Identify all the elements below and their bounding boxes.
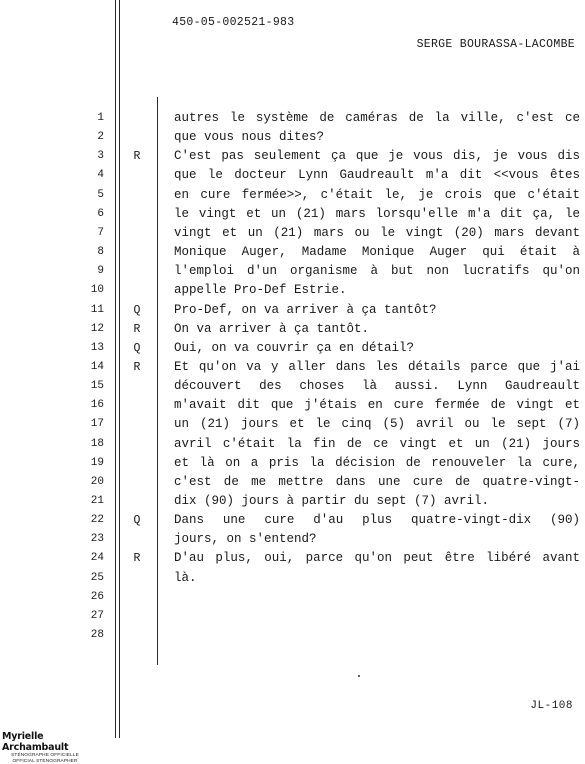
- line-number: 14: [80, 361, 104, 373]
- margin-rule-outer-left: [115, 0, 116, 738]
- line-number: 17: [80, 418, 104, 430]
- line-number: 10: [80, 284, 104, 296]
- speaker-marker: R: [130, 361, 144, 374]
- line-number: 24: [80, 552, 104, 564]
- speaker-marker: R: [130, 323, 144, 336]
- transcript-line: vingt et un (21) mars ou le vingt (20) mars devant: [174, 224, 580, 242]
- transcript-line: jours, on s'entend?: [174, 530, 580, 548]
- line-number: 4: [80, 169, 104, 181]
- margin-rule-outer-right: [119, 0, 120, 738]
- transcript-line: en cure fermée>>, c'était le, je crois que c'était: [174, 186, 580, 204]
- line-number: 15: [80, 380, 104, 392]
- transcript-line: un (21) jours et le cinq (5) avril ou le sept (7): [174, 415, 580, 433]
- line-number: 27: [80, 610, 104, 622]
- transcript-line: l'emploi d'un organisme à but non lucratifs qu'on: [174, 262, 580, 280]
- transcript-line: D'au plus, oui, parce qu'on peut être libéré avant: [174, 549, 580, 567]
- speaker-marker: Q: [130, 304, 144, 317]
- transcript-line: On va arriver à ça tantôt.: [174, 320, 580, 338]
- line-number: 18: [80, 438, 104, 450]
- transcript-line: que vous nous dites?: [174, 128, 580, 146]
- transcript-line: Pro-Def, on va arriver à ça tantôt?: [174, 301, 580, 319]
- transcript-line: autres le système de caméras de la ville, c'est ce: [174, 109, 580, 127]
- stenographer-stamp: [2, 731, 88, 764]
- line-number: 25: [80, 572, 104, 584]
- margin-rule-marker: [157, 97, 158, 665]
- line-number: 20: [80, 476, 104, 488]
- line-number: 8: [80, 246, 104, 258]
- speaker-marker: R: [130, 150, 144, 163]
- page-code: JL-108: [530, 700, 573, 712]
- line-number: 13: [80, 342, 104, 354]
- transcript-line: là.: [174, 569, 580, 587]
- line-number: 9: [80, 265, 104, 277]
- speaker-marker: Q: [130, 514, 144, 527]
- transcript-line: Oui, on va couvrir ça en détail?: [174, 339, 580, 357]
- line-number: 12: [80, 323, 104, 335]
- line-number: 23: [80, 533, 104, 545]
- transcript-line: appelle Pro-Def Estrie.: [174, 281, 580, 299]
- speck: [358, 675, 360, 677]
- stamp-line-2: OFFICIAL STENOGRAPHER: [2, 759, 88, 764]
- line-number: 28: [80, 629, 104, 641]
- line-number: 1: [80, 112, 104, 124]
- transcript-line: et là on a pris la décision de renouveler la cure,: [174, 454, 580, 472]
- transcript-line: Et qu'on va y aller dans les détails parce que j'ai: [174, 358, 580, 376]
- line-number: 11: [80, 304, 104, 316]
- line-number: 16: [80, 399, 104, 411]
- transcript-line: le vingt et un (21) mars lorsqu'elle m'a dit ça, le: [174, 205, 580, 223]
- line-number: 7: [80, 227, 104, 239]
- transcript-line: C'est pas seulement ça que je vous dis, je vous dis: [174, 147, 580, 165]
- transcript-line: Dans une cure d'au plus quatre-vingt-dix (90): [174, 511, 580, 529]
- transcript-line: Monique Auger, Madame Monique Auger qui était à: [174, 243, 580, 261]
- stamp-name: Myrielle Archambault: [2, 731, 88, 753]
- speaker-marker: R: [130, 552, 144, 565]
- speaker-marker: Q: [130, 342, 144, 355]
- witness-name: SERGE BOURASSA-LACOMBE: [417, 38, 575, 51]
- line-number: 3: [80, 150, 104, 162]
- transcript-line: m'avait dit que j'étais en cure fermée de vingt et: [174, 396, 580, 414]
- line-number: 22: [80, 514, 104, 526]
- transcript-line: que le docteur Lynn Gaudreault m'a dit <<vous êtes: [174, 166, 580, 184]
- transcript-line: découvert des choses là aussi. Lynn Gaudreault: [174, 377, 580, 395]
- line-number: 5: [80, 189, 104, 201]
- line-number: 26: [80, 591, 104, 603]
- stamp-line-1: STÉNOGRAPHE OFFICIELLE: [2, 753, 88, 759]
- file-number: 450-05-002521-983: [172, 16, 294, 29]
- transcript-line: dix (90) jours à partir du sept (7) avril.: [174, 492, 580, 510]
- line-number: 2: [80, 131, 104, 143]
- line-number: 19: [80, 457, 104, 469]
- line-number: 21: [80, 495, 104, 507]
- transcript-line: avril c'était la fin de ce vingt et un (21) jours: [174, 435, 580, 453]
- transcript-line: c'est de me mettre dans une cure de quatre-vingt-: [174, 473, 580, 491]
- line-number: 6: [80, 208, 104, 220]
